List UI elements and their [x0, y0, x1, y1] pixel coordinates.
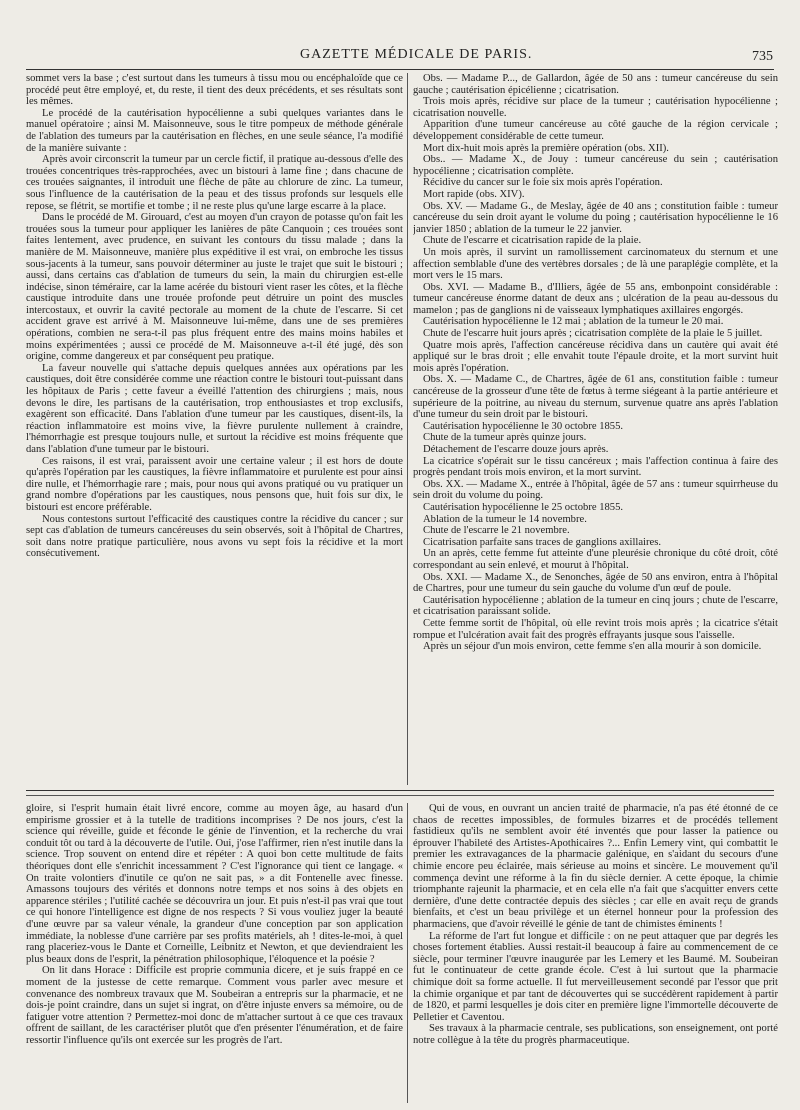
paragraph: La faveur nouvelle qui s'attache depuis quelques années aux opérations par les caustiques, doit être considérée comme une réaction contre le bistouri tout-puissant dans les hôpitaux de Paris ; cette faveur a éveillé l'attention des chirurgiens ; mais, nous devons le dire, les partisans de la cautérisation, trop enthousiastes et trop exclusifs, exagèrent son efficacité. Dans l'ablation d'une tumeur par les caustiques, disent-ils, la réaction inflammatoire est moins vive, la fièvre purulente nullement à craindre, l'hémorrhagie est presque toujours nulle, et surtout la récidive est moins fréquente que dans l'ablation d'une tumeur par le bistouri.: [26, 362, 403, 455]
top-right-column: [413, 73, 778, 785]
column-divider: [407, 73, 408, 785]
paragraph: Cautérisation hypocélienne le 30 octobre 1855.: [423, 420, 624, 432]
paragraph: Après avoir circonscrit la tumeur par un cercle fictif, il pratique au-dessous d'elle des trouées concentriques très-rapprochées, avec un bistouri à lame fine ; dans chacune de ces trouées saignantes, il introduit une flèche de pâte au chlorure de zinc. La tumeur, sous l'influence de la cautérisation de la peau et des tissus profonds sur lesquels elle repose, se flétrit, se mortifie et tombe ; il ne reste plus qu'une large escarre à la place.: [26, 154, 403, 212]
paragraph: Nous contestons surtout l'efficacité des caustiques contre la récidive du cancer ; sur sept cas d'ablation de tumeurs cancéreuses du sein observés, soit à l'hôpital de Chartres, soit dans notre pratique particulière, nous avons vu sept fois la récidive et la mort consécutivement.: [26, 513, 403, 560]
paragraph: Trois mois après, récidive sur place de la tumeur ; cautérisation hypocélienne ; cicatrisation nouvelle.: [413, 96, 778, 119]
paragraph: Ces raisons, il est vrai, paraissent avoir une certaine valeur ; il est hors de doute qu'après l'opération par les caustiques, la fièvre inflammatoire et purulente est pour ainsi dire nulle, et l'hémorrhagie rare ; mais, pour nous qui avons pratiqué ou vu pratiquer un grand nombre d'opérations par les caustiques, nous pensons que, huit fois sur dix, le bistouri est encore préférable.: [26, 455, 403, 513]
paragraph: Ses travaux à la pharmacie centrale, ses publications, son enseignement, ont porté notre collègue à la tête du progrès pharmaceutique.: [413, 1023, 778, 1046]
paragraph: Cautérisation hypocélienne ; ablation de la tumeur en cinq jours ; chute de l'escarre, et cicatrisation paraissant solide.: [413, 594, 778, 618]
paragraph: Chute de la tumeur après quinze jours.: [423, 432, 587, 444]
paragraph: Un mois après, il survint un ramollissement carcinomateux du sternum et une affection semblable d'une des vertèbres dorsales ; de là une paraplégie complète, et la mort vers le 15 mars.: [413, 246, 778, 282]
paragraph: Après un séjour d'un mois environ, cette femme s'en alla mourir à son domicile.: [423, 641, 762, 653]
column-divider: [407, 803, 408, 1103]
paragraph: sommet vers la base ; c'est surtout dans les tumeurs à tissu mou ou encéphaloïde que ce procédé peut être employé, et, du reste, il tient des deux précédents, et ses résultats sont les mêmes.: [26, 73, 403, 108]
paragraph: Ablation de la tumeur le 14 novembre.: [423, 513, 587, 525]
paragraph: Détachement de l'escarre douze jours après.: [423, 444, 609, 455]
paragraph: Chute de l'escarre et cicatrisation rapide de la plaie.: [423, 235, 642, 247]
paragraph: Qui de vous, en ouvrant un ancien traité de pharmacie, n'a pas été étonné de ce chaos de recettes impossibles, de formules bizarres et de procédés tellement fastidieux qu'ils ne semblent avoir été inventés que pour lasser la patience ou éprouver l'habileté des Artistes-Apothicaires ?... Enfin Lemery vint, qui combattit le premier les extravagances de la pharmacie galénique, en s'aidant du secours d'une chimie encore peu éclairée, mais sérieuse au moins et sincère. Le mouvement qu'il commença devint une réforme à la fin du siècle dernier. A cette époque, la chimie triomphante rajeunit la pharmacie, et en cela elle n'a fait que s'acquitter envers cette dernière, d'une dette contractée depuis des siècles ; car elle en avait reçu de grands bienfaits, et c'est un beau privilège et un éternel honneur pour la profession des pharmaciens, que d'avoir réveillé le génie de tant de chimistes éminents !: [413, 803, 778, 930]
paragraph: Chute de l'escarre huit jours après ; cicatrisation complète de la plaie le 5 juillet.: [423, 328, 763, 340]
paragraph: Dans le procédé de M. Girouard, c'est au moyen d'un crayon de potasse qu'on fait les trouées sous la tumeur pour appliquer les lanières de pâte Canquoin ; ces trouées sont faites lentement, avec prudence, en suivant les contours du tissu malade ; dans la manière de M. Maisonneuve, manière plus expéditive il est vrai, on embroche les tissus sous-jacents à la tumeur, sans pouvoir déterminer au juste le trajet que suit le bistouri ; aussi, dans certains cas d'ablation de tumeurs du sein, la main du chirurgien est-elle indécise, sinon téméraire, car la lame acérée du bistouri vient raser les côtes, et la flèche caustique introduite dans une trouée profonde peut détruire un point des muscles intercostaux, et ouvrir la cavité pectorale au moment de la chute de l'escarre. Si cet accident grave est arrivé à M. Maisonneuve lui-même, dans une de ses premières opérations, combien ne sera-t-il pas plus fréquent entre des mains moins habiles et moins expérimentées ; aussi ce procédé de M. Maisonneuve a-t-il été jugé, dès son origine, comme dangereux et par conséquent peu pratique.: [26, 212, 403, 363]
paragraph: Mort dix-huit mois après la première opération (obs. XII).: [423, 142, 669, 154]
paragraph: Cicatrisation parfaite sans traces de ganglions axillaires.: [423, 536, 661, 548]
paragraph: Apparition d'une tumeur cancéreuse au côté gauche de la région cervicale ; développement considérable de cette tumeur.: [413, 119, 778, 142]
header-rule: [26, 69, 774, 70]
top-left-column: [26, 73, 403, 785]
paragraph: On lit dans Horace : Difficile est proprie communia dicere, et je suis frappé en ce moment de la justesse de cette remarque. Comment vous parler avec mesure et convenance des nombreux travaux que M. Soubeiran a entrepris sur la pharmacie, et ne dois-je point craindre, dans un sujet si ingrat, on d'être injuste envers sa mémoire, ou de fatiguer votre attention ? Permettez-moi donc de m'attacher surtout à ce que ces travaux offrent de saillant, de les caractériser plutôt que d'en présenter l'énumération, et de faire ressortir l'influence qu'ils ont exercée sur les progrès de l'art.: [26, 965, 403, 1046]
paragraph: Mort rapide (obs. XIV).: [423, 188, 525, 200]
paragraph: Cautérisation hypocélienne le 12 mai ; ablation de la tumeur le 20 mai.: [423, 316, 724, 328]
observation-paragraph: Obs. XX. — Madame X., entrée à l'hôpital, âgée de 57 ans : tumeur squirrheuse du sein droit du volume du poing.: [413, 478, 778, 502]
paragraph: Un an après, cette femme fut atteinte d'une pleurésie chronique du côté droit, côté correspondant au sein enlevé, et mourut à l'hôpital.: [413, 548, 778, 571]
paragraph: La cicatrice s'opérait sur le tissu cancéreux ; mais l'affection continua à faire des progrès pendant trois mois environ, et la mort survint.: [413, 455, 778, 479]
section-rule: [26, 790, 774, 791]
paragraph: gloire, si l'esprit humain était livré encore, comme au moyen âge, au hasard d'un empirisme grossier et à la tutelle de traditions incomprises ? De nos jours, c'est la science qui réveille, guide et féconde le génie de l'invention, et la recherche du vrai conduit tôt ou tard à la découverte de l'utile. Oui, j'ose l'affirmer, rien n'est inutile dans la science. Trop souvent on entend dire et répéter : A quoi bon cette multitude de faits théoriques dont elle s'enrichit incessamment ? C'est l'ignorance qui tient ce langage. « On traite volontiers d'inutile ce qu'on ne sait pas, » a dit Fontenelle avec finesse. Amassons toujours des vérités et donnons notre temps et nos soins à des objets en apparence stériles ; l'utilité cachée se découvrira un jour. Et puis n'est-il pas vrai que tout ce qui honore l'intelligence est digne de nos respects ? Si vous vouliez juger la beauté d'une œuvre par sa valeur vénale, la grandeur d'une conception par son application immédiate, la noblesse d'une carrière par ses profits matériels, ah ! dites-le-moi, à quel rang placeriez-vous le Dante et Corneille, Leibnitz et Newton, et que deviendraient les plus beaux dons de l'esprit, la pénétration philosophique, l'éloquence et la poésie ?: [26, 803, 403, 965]
observation-paragraph: Obs. XV. — Madame G., de Meslay, âgée de 40 ans ; constitution faible : tumeur cancéreuse du sein droit ayant le volume du poing ; cautérisation hypocélienne le 16 janvier 1850 ; ablation de la tumeur le 22 janvier.: [413, 200, 778, 235]
page-header-title: GAZETTE MÉDICALE DE PARIS.: [300, 47, 533, 62]
paragraph: Le procédé de la cautérisation hypocélienne a subi quelques variantes dans le manuel opératoire ; ainsi M. Maisonneuve, sous le titre pompeux de méthode générale de l'ablation des tumeurs par la cautérisation en flèches, en une seule séance, l'a modifié de la manière suivante :: [26, 107, 403, 154]
paragraph: Cette femme sortit de l'hôpital, où elle revint trois mois après ; la cicatrice s'était rompue et l'ulcération avait fait des progrès effrayants jusque sous l'aisselle.: [413, 617, 778, 641]
bottom-left-column: [26, 803, 403, 1103]
paragraph: Récidive du cancer sur le foie six mois après l'opération.: [423, 177, 663, 189]
observation-paragraph: Obs. X. — Madame C., de Chartres, âgée de 61 ans, constitution faible : tumeur cancéreuse de la grosseur d'une tête de fœtus à terme siégeant à la partie antérieure et supérieure de la poitrine, au niveau du sternum, survenue quatre ans après l'ablation d'une tumeur du sein droit par le bistouri.: [413, 374, 778, 421]
observation-paragraph: Obs. — Madame P..., de Gallardon, âgée de 50 ans : tumeur cancéreuse du sein gauche ; cautérisation épicélienne ; cicatrisation.: [413, 73, 778, 96]
paragraph: Quatre mois après, l'affection cancéreuse récidiva dans un cautère qui avait été appliqué sur le bras droit ; elle envahit toute l'épaule droite, et la mort survint huit mois après l'opération.: [413, 339, 778, 374]
observation-paragraph: Obs. XXI. — Madame X., de Senonches, âgée de 50 ans environ, entra à l'hôpital de Chartres, pour une tumeur du sein gauche du volume d'un œuf de poule.: [413, 571, 778, 595]
bottom-right-column: [413, 803, 778, 1103]
page-number: 735: [752, 49, 773, 64]
paragraph: Cautérisation hypocélienne le 25 octobre 1855.: [423, 501, 624, 513]
paragraph: La réforme de l'art fut longue et difficile : on ne peut attaquer que par degrés les choses fortement établies. Aussi restait-il beaucoup à faire au commencement de ce siècle, pour terminer l'œuvre inaugurée par les Lemery et les Baumé. M. Soubeiran fut le continuateur de cette grande école. C'est à lui surtout que la pharmacie chimique doit sa forme actuelle. Il fut merveilleusement secondé par l'essor que prit la chimie organique et par tant de découvertes qui se succédèrent rapidement à partir de 1820, et parmi lesquelles je dois citer en première ligne l'immortelle découverte de Pelletier et Caventou.: [413, 930, 778, 1023]
paragraph: Chute de l'escarre le 21 novembre.: [423, 525, 570, 537]
observation-paragraph: Obs. XVI. — Madame B., d'Illiers, âgée de 55 ans, embonpoint considérable : tumeur cancéreuse énorme datant de deux ans ; ulcération de la peau au-dessous du mamelon ; pas de ganglions ni de vaisseaux lymphatiques axillaires engorgés.: [413, 281, 778, 316]
section-rule: [26, 795, 774, 796]
observation-paragraph: Obs.. — Madame X., de Jouy : tumeur cancéreuse du sein ; cautérisation hypocélienne ; cicatrisation complète.: [413, 154, 778, 177]
